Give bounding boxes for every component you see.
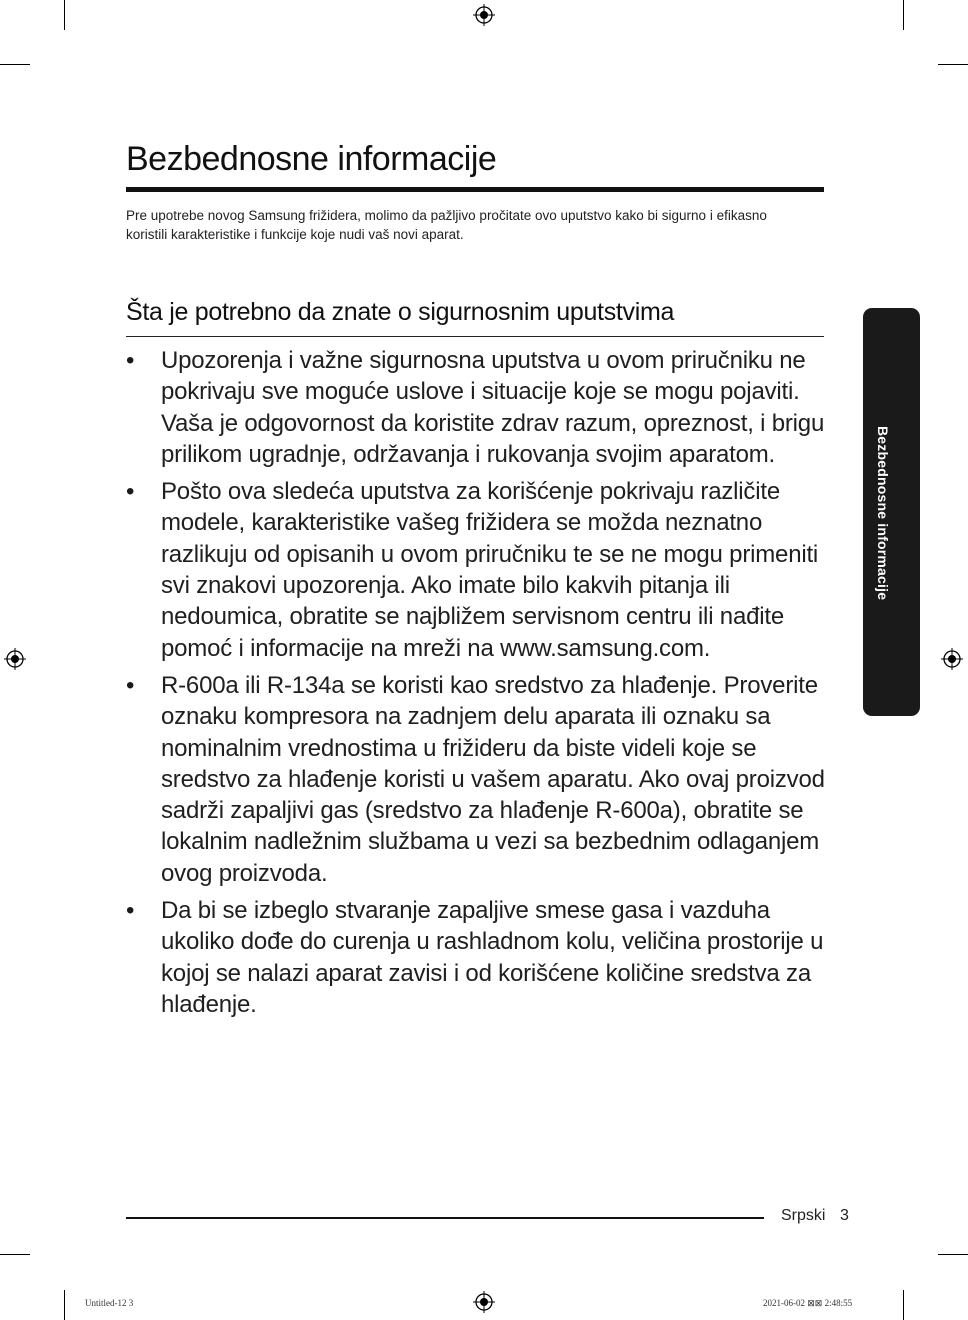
side-tab-label: Bezbednosne informacije (875, 426, 891, 601)
page-number: 3 (840, 1207, 849, 1224)
section-rule (126, 336, 824, 337)
bullet-icon: • (126, 478, 135, 506)
section-title: Šta je potrebno da znate o sigurnosnim uputstvima (126, 298, 675, 326)
bullet-icon: • (126, 347, 135, 374)
list-item (126, 476, 838, 664)
print-file-info: Untitled-12 3 (85, 1298, 134, 1308)
registration-mark-icon (941, 648, 963, 670)
crop-mark (0, 64, 30, 65)
list-item (126, 345, 838, 470)
footer-language: Srpski (781, 1207, 826, 1224)
crop-mark (64, 1290, 65, 1320)
list-item (126, 895, 838, 1020)
bullet-text: R-600a ili R-134a se koristi kao sredstvo za hlađenje. Proverite oznaku kompresora na zadnjem delu aparata ili oznaku sa nominalnim vrednostima u frižideru da biste videli koje se sredstvo za hlađenje koristi u vašem aparatu. Ako ovaj proizvod sadrži zapaljivi gas (sredstvo za hlađenje R-600a), obratite se lokalnim nadležnim službama u vezi sa bezbednim odlaganjem ovog proizvoda. (161, 671, 825, 887)
bullet-text: Da bi se izbeglo stvaranje zapaljive smese gasa i vazduha ukoliko dođe do curenja u rashladnom kolu, veličina prostorije u kojoj se nalazi aparat zavisi i od korišćene količine sredstva za hlađenje. (161, 897, 824, 1018)
list-item (126, 670, 838, 889)
crop-mark (938, 1254, 968, 1255)
registration-mark-icon (473, 4, 495, 26)
registration-mark-icon (473, 1291, 495, 1313)
crop-mark (0, 1254, 30, 1255)
registration-mark-icon (4, 648, 26, 670)
bullet-icon: • (126, 671, 135, 699)
intro-paragraph: Pre upotrebe novog Samsung frižidera, molimo da pažljivo pročitate ovo uputstvo kako bi sigurno i efikasno koristili karakteristike i funkcije koje nudi vaš novi aparat. (126, 208, 767, 242)
crop-mark (903, 0, 904, 30)
crop-mark (64, 0, 65, 30)
footer-rule (126, 1217, 764, 1219)
crop-mark (938, 64, 968, 65)
title-rule (126, 187, 824, 192)
side-chapter-tab (863, 308, 920, 716)
bullet-icon: • (126, 897, 135, 925)
print-timestamp: 2021-06-02 ⊠⊠ 2:48:55 (763, 1298, 853, 1308)
bullet-text: Upozorenja i važne sigurnosna uputstva u ovom priručniku ne pokrivaju sve moguće uslove i situacije koje se mogu pojaviti. (161, 347, 806, 406)
crop-mark (903, 1290, 904, 1320)
bullet-text: Vaša je odgovornost da koristite zdrav razum, opreznost, i brigu prilikom ugradnje, održavanja i rukovanja svojim aparatom. (161, 409, 825, 468)
page-title: Bezbednosne informacije (126, 140, 497, 178)
bullet-text: Pošto ova sledeća uputstva za korišćenje pokrivaju različite modele, karakteristike vašeg frižidera se možda neznatno razlikuju od opisanih u ovom priručniku te se ne mogu primeniti svi znakovi upozorenja. Ako imate bilo kakvih pitanja ili nedoumica, obratite se najbližem servisnom centru ili nađite pomoć i informacije na mreži na www.samsung.com. (161, 478, 819, 662)
safety-bullet-list (126, 345, 838, 1026)
